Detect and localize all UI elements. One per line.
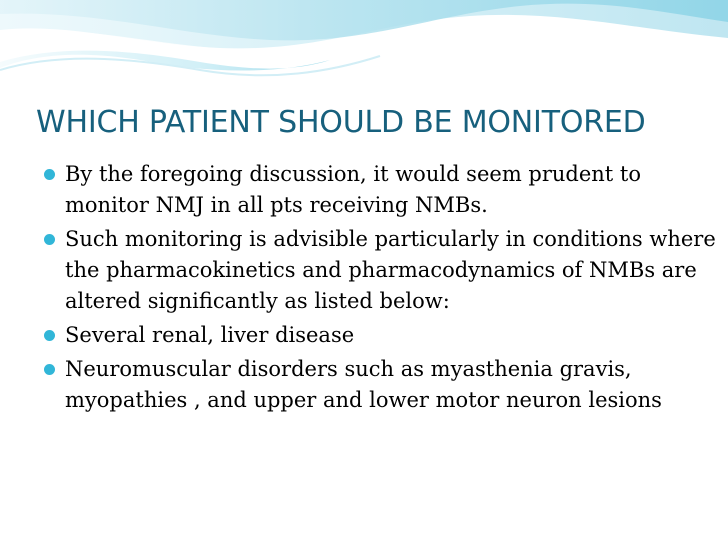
bullet-point-icon: [44, 364, 55, 375]
slide-title: WHICH PATIENT SHOULD BE MONITORED: [36, 105, 646, 140]
bullet-point-icon: [44, 330, 55, 341]
bullet-item: [44, 320, 716, 351]
bullet-point-icon: [44, 234, 55, 245]
bullet-list: [44, 159, 716, 419]
bullet-text: Such monitoring is advisible particularly in conditions where the pharmacokinetics and pharmacodynamics of NMBs are altered significantly as listed below:: [65, 227, 716, 313]
bullet-point-icon: [44, 169, 55, 180]
bullet-item: [44, 354, 716, 416]
bullet-item: [44, 159, 716, 221]
bullet-item: [44, 224, 716, 317]
decorative-wave-header: [0, 0, 728, 90]
bullet-text: Several renal, liver disease: [65, 323, 355, 347]
bullet-text: Neuromuscular disorders such as myasthenia gravis, myopathies , and upper and lower motor neuron lesions: [65, 357, 662, 412]
bullet-text: By the foregoing discussion, it would seem prudent to monitor NMJ in all pts receiving NMBs.: [65, 162, 642, 217]
